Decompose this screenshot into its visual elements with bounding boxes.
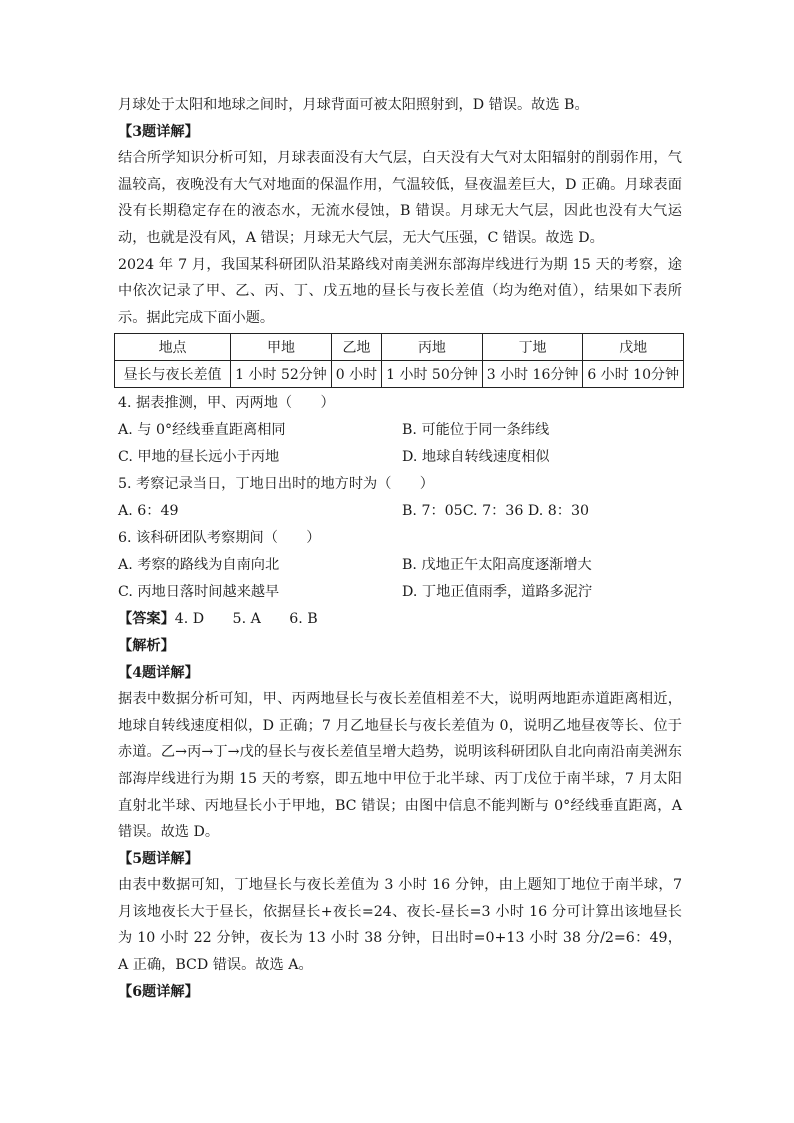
question-6-stem: 6. 该科研团队考察期间（ ） <box>118 530 321 547</box>
option-bcd: B. 7：05C. 7：36 D. 8：30 <box>402 503 590 520</box>
paragraph-q4: 据表中数据分析可知，甲、丙两地昼长与夜长差值相差不大，说明两地距赤道距离相近，地球自转线速度相似，D 正确；7 月乙地昼长与夜长差值为 0，说明乙地昼夜等长、位于赤道。乙→丙→丁→戊的昼长与夜长差值呈增大趋势，说明该科研团队自北向南沿南美洲东部海岸线进行为期 15 天的考察，即五地中甲位于北半球、丙丁戊位于南半球，7 月太阳直射北半球、丙地昼长小于甲地，BC 错误；由图中信息不能判断与 0°经线垂直距离，A 错误。故选 D。 <box>118 691 682 841</box>
table-cell: 丙地 <box>382 334 483 361</box>
table-cell: 地点 <box>115 334 231 361</box>
table-cell: 1 小时 50分钟 <box>382 361 483 388</box>
option-a: A. 6：49 <box>118 503 179 520</box>
paragraph-q5: 由表中数据可知，丁地昼长与夜长差值为 3 小时 16 分钟，由上题知丁地位于南半球，7 月该地夜长大于昼长，依据昼长+夜长=24、夜长-昼长=3 小时 16 分可计算出该地昼长为 10 小时 22 分钟，夜长为 13 小时 38 分钟，日出时=0+13 小时 38 分/2=6：49，A 正确，BCD 错误。故选 A。 <box>118 877 682 974</box>
heading-q6-detail: 【6题详解】 <box>118 983 199 1000</box>
table-cell: 0 小时 <box>331 361 381 388</box>
table-cell: 丁地 <box>482 334 583 361</box>
table-cell: 甲地 <box>231 334 332 361</box>
answer-label: 【答案】 <box>118 611 175 628</box>
question-5-options <box>118 498 682 525</box>
question-4-stem: 4. 据表推测，甲、丙两地（ ） <box>118 395 335 412</box>
question-5-stem: 5. 考察记录当日，丁地日出时的地方时为（ ） <box>118 476 434 493</box>
table-cell: 6 小时 10分钟 <box>583 361 684 388</box>
analysis-heading: 【解析】 <box>118 637 175 654</box>
table-header-row <box>115 334 684 361</box>
option-c: C. 甲地的昼长远小于丙地 <box>118 449 280 466</box>
heading-q4-detail: 【4题详解】 <box>118 664 199 681</box>
answer-text: 4. D 5. A 6. B <box>174 611 318 628</box>
paragraph-q3: 结合所学知识分析可知，月球表面没有大气层，白天没有大气对太阳辐射的削弱作用，气温较高，夜晚没有大气对地面的保温作用，气温较低，昼夜温差巨大，D 正确。月球表面没有长期稳定存在的液态水，无流水侵蚀，B 错误。月球无大气层，因此也没有大气运动，也就是没有风，A 错误；月球无大气层，无大气压强，C 错误。故选 D。 <box>118 150 682 246</box>
heading-q3-detail: 【3题详解】 <box>118 123 199 140</box>
answer-line <box>118 606 682 633</box>
question-4-options-row1 <box>118 417 682 444</box>
table-cell: 戊地 <box>583 334 684 361</box>
paragraph-intro: 2024 年 7 月，我国某科研团队沿某路线对南美洲东部海岸线进行为期 15 天的考察，途中依次记录了甲、乙、丙、丁、戊五地的昼长与夜长差值（均为绝对值），结果如下表所示。据此完成下面小题。 <box>118 256 682 326</box>
table-cell: 1 小时 52分钟 <box>231 361 332 388</box>
option-b: B. 可能位于同一条纬线 <box>402 422 550 439</box>
option-c: C. 丙地日落时间越来越早 <box>118 584 280 601</box>
question-6-options-row2 <box>118 579 682 606</box>
heading-q5-detail: 【5题详解】 <box>118 850 199 867</box>
table-row <box>115 361 684 388</box>
table-cell: 3 小时 16分钟 <box>482 361 583 388</box>
option-d: D. 丁地正值雨季，道路多泥泞 <box>402 584 593 601</box>
daylength-table <box>114 333 684 388</box>
option-b: B. 戊地正午太阳高度逐渐增大 <box>402 557 592 574</box>
table-cell: 昼长与夜长差值 <box>115 361 231 388</box>
table-cell: 乙地 <box>331 334 381 361</box>
question-4-options-row2 <box>118 444 682 471</box>
question-6-options-row1 <box>118 552 682 579</box>
paragraph-q2-end: 月球处于太阳和地球之间时，月球背面可被太阳照射到，D 错误。故选 B。 <box>118 97 589 113</box>
option-a: A. 考察的路线为自南向北 <box>118 557 280 574</box>
option-d: D. 地球自转线速度相似 <box>402 449 550 466</box>
option-a: A. 与 0°经线垂直距离相同 <box>118 422 286 439</box>
